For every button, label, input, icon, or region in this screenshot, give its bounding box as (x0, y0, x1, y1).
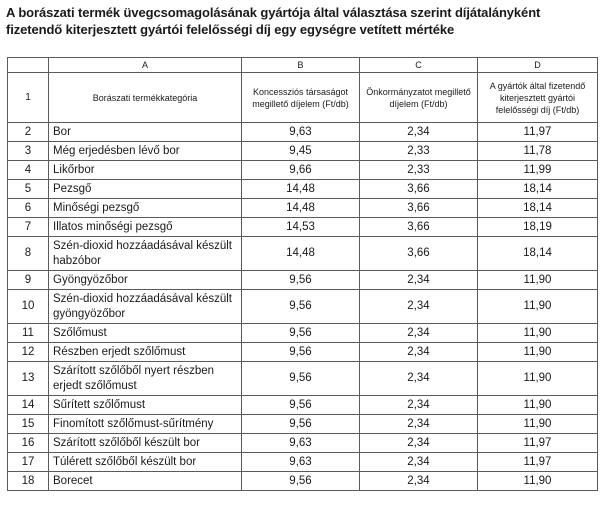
concession-cell: 14,48 (242, 180, 360, 199)
municipality-cell: 3,66 (360, 218, 478, 237)
total-fee-cell: 11,90 (478, 362, 598, 396)
table-row (8, 362, 598, 396)
total-fee-cell: 11,97 (478, 434, 598, 453)
category-cell: Illatos minőségi pezsgő (49, 218, 242, 237)
category-cell: Sűrített szőlőmust (49, 396, 242, 415)
row-number: 7 (8, 218, 49, 237)
total-fee-cell: 18,19 (478, 218, 598, 237)
municipality-cell: 3,66 (360, 237, 478, 271)
table-row (8, 161, 598, 180)
table-row (8, 142, 598, 161)
table-row (8, 396, 598, 415)
municipality-cell: 2,34 (360, 362, 478, 396)
table-row (8, 415, 598, 434)
row-number: 15 (8, 415, 49, 434)
municipality-cell: 2,34 (360, 290, 478, 324)
total-fee-cell: 11,90 (478, 396, 598, 415)
municipality-cell: 3,66 (360, 180, 478, 199)
column-letter: C (360, 58, 478, 73)
table-row (8, 123, 598, 142)
category-cell: Részben erjedt szőlőmust (49, 343, 242, 362)
concession-cell: 9,56 (242, 362, 360, 396)
row-number: 13 (8, 362, 49, 396)
header-concession: Koncessziós társaságot megillető díjelem (Ft/db) (242, 73, 360, 123)
municipality-cell: 2,34 (360, 472, 478, 491)
category-cell: Szőlőmust (49, 324, 242, 343)
total-fee-cell: 18,14 (478, 237, 598, 271)
row-number: 18 (8, 472, 49, 491)
concession-cell: 14,53 (242, 218, 360, 237)
total-fee-cell: 11,90 (478, 271, 598, 290)
row-number: 11 (8, 324, 49, 343)
concession-cell: 9,63 (242, 453, 360, 472)
total-fee-cell: 11,90 (478, 324, 598, 343)
total-fee-cell: 11,90 (478, 343, 598, 362)
concession-cell: 9,56 (242, 290, 360, 324)
table-row (8, 290, 598, 324)
table-row (8, 453, 598, 472)
total-fee-cell: 11,78 (478, 142, 598, 161)
column-letter: D (478, 58, 598, 73)
total-fee-cell: 18,14 (478, 180, 598, 199)
total-fee-cell: 11,90 (478, 472, 598, 491)
category-cell: Pezsgő (49, 180, 242, 199)
municipality-cell: 2,34 (360, 324, 478, 343)
total-fee-cell: 11,97 (478, 453, 598, 472)
table-row (8, 434, 598, 453)
table-row (8, 199, 598, 218)
category-cell: Likőrbor (49, 161, 242, 180)
row-number: 17 (8, 453, 49, 472)
concession-cell: 14,48 (242, 237, 360, 271)
row-number: 10 (8, 290, 49, 324)
municipality-cell: 2,34 (360, 434, 478, 453)
column-letter: A (49, 58, 242, 73)
concession-cell: 9,66 (242, 161, 360, 180)
municipality-cell: 2,34 (360, 415, 478, 434)
header-row (8, 73, 598, 123)
table-row (8, 343, 598, 362)
table-row (8, 180, 598, 199)
row-number: 9 (8, 271, 49, 290)
row-number: 1 (8, 73, 49, 123)
table-row (8, 237, 598, 271)
category-cell: Minőségi pezsgő (49, 199, 242, 218)
category-cell: Bor (49, 123, 242, 142)
concession-cell: 9,56 (242, 271, 360, 290)
category-cell: Szárított szőlőből nyert részben erjedt szőlőmust (49, 362, 242, 396)
concession-cell: 9,63 (242, 123, 360, 142)
row-number: 16 (8, 434, 49, 453)
category-cell: Szén-dioxid hozzáadásával készült habzóbor (49, 237, 242, 271)
row-number: 2 (8, 123, 49, 142)
total-fee-cell: 11,97 (478, 123, 598, 142)
total-fee-cell: 18,14 (478, 199, 598, 218)
row-number: 14 (8, 396, 49, 415)
concession-cell: 9,56 (242, 415, 360, 434)
concession-cell: 9,56 (242, 324, 360, 343)
total-fee-cell: 11,99 (478, 161, 598, 180)
category-cell: Még erjedésben lévő bor (49, 142, 242, 161)
column-letter: B (242, 58, 360, 73)
concession-cell: 9,45 (242, 142, 360, 161)
corner-cell (8, 58, 49, 73)
row-number: 5 (8, 180, 49, 199)
fee-table (7, 57, 598, 491)
row-number: 6 (8, 199, 49, 218)
concession-cell: 9,56 (242, 343, 360, 362)
row-number: 12 (8, 343, 49, 362)
header-category: Borászati termékkategória (49, 73, 242, 123)
concession-cell: 9,56 (242, 472, 360, 491)
municipality-cell: 2,34 (360, 123, 478, 142)
municipality-cell: 2,34 (360, 271, 478, 290)
municipality-cell: 2,34 (360, 343, 478, 362)
table-row (8, 218, 598, 237)
table-row (8, 271, 598, 290)
category-cell: Gyöngyözőbor (49, 271, 242, 290)
category-cell: Finomított szőlőmust-sűrítmény (49, 415, 242, 434)
category-cell: Borecet (49, 472, 242, 491)
header-municipality: Önkormányzatot megillető díjelem (Ft/db) (360, 73, 478, 123)
concession-cell: 9,56 (242, 396, 360, 415)
table-row (8, 472, 598, 491)
municipality-cell: 3,66 (360, 199, 478, 218)
category-cell: Szárított szőlőből készült bor (49, 434, 242, 453)
total-fee-cell: 11,90 (478, 290, 598, 324)
municipality-cell: 2,34 (360, 453, 478, 472)
document-title: A borászati termék üvegcsomagolásának gyártója által választása szerint díjátalányként fizetendő kiterjesztett gyártói felelősségi díj egy egységre vetített mértéke (6, 5, 541, 37)
category-cell: Túlérett szőlőből készült bor (49, 453, 242, 472)
municipality-cell: 2,33 (360, 142, 478, 161)
municipality-cell: 2,34 (360, 396, 478, 415)
header-total-fee: A gyártók által fizetendő kiterjesztett gyártói felelősségi díj (Ft/db) (478, 73, 598, 123)
municipality-cell: 2,33 (360, 161, 478, 180)
row-number: 3 (8, 142, 49, 161)
row-number: 8 (8, 237, 49, 271)
column-letter-row (8, 58, 598, 73)
concession-cell: 14,48 (242, 199, 360, 218)
category-cell: Szén-dioxid hozzáadásával készült gyöngyözőbor (49, 290, 242, 324)
total-fee-cell: 11,90 (478, 415, 598, 434)
row-number: 4 (8, 161, 49, 180)
table-row (8, 324, 598, 343)
concession-cell: 9,63 (242, 434, 360, 453)
